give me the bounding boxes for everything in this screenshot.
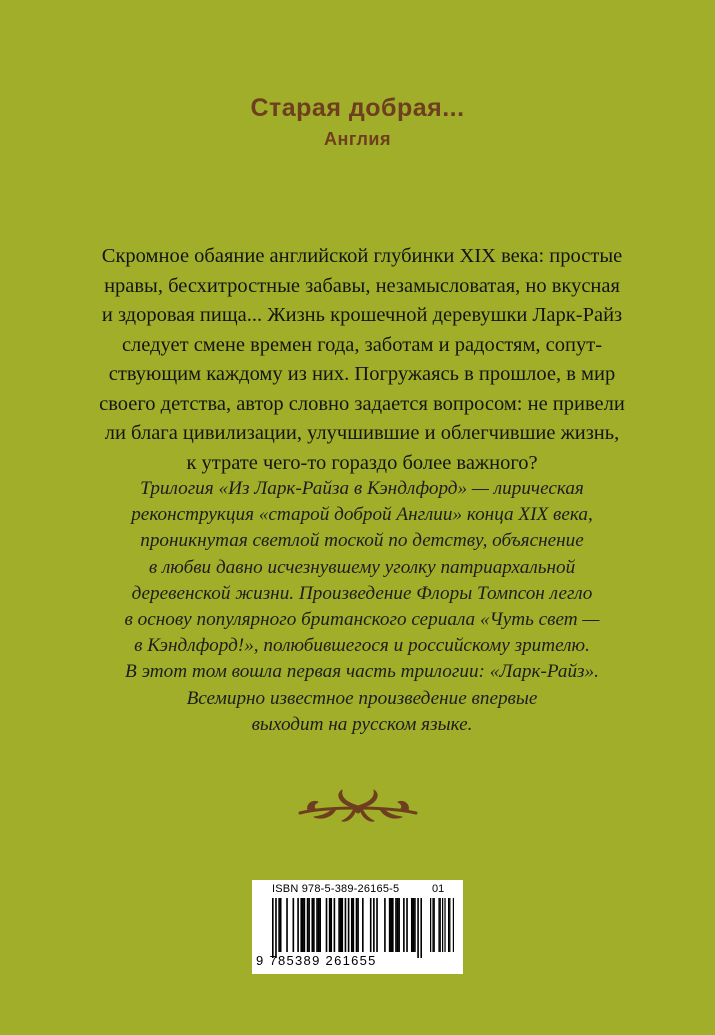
barcode-bar (403, 898, 405, 952)
barcode-bar (348, 898, 350, 952)
barcode-bar (397, 898, 399, 952)
barcode-bar (411, 898, 413, 952)
barcode-bar (453, 898, 454, 952)
barcode-bar (362, 898, 364, 952)
text-line: своего детства, автор словно задается вопросом: не привели (99, 392, 625, 415)
barcode-bar (398, 898, 400, 952)
barcode-bar (353, 898, 355, 952)
barcode-bar (370, 898, 372, 952)
isbn-addon-label: 01 (432, 883, 445, 895)
barcode-bar (297, 898, 299, 952)
barcode-bar (420, 898, 422, 958)
barcode-bar (351, 898, 353, 952)
barcode-bar (389, 898, 391, 952)
barcode-bar (278, 898, 280, 952)
barcode-bar (432, 898, 433, 952)
barcode-bar (434, 898, 435, 952)
barcode-bar (413, 898, 415, 952)
isbn-label: ISBN 978-5-389-26165-5 (272, 883, 400, 895)
barcode-bar (438, 898, 439, 952)
series-title-line1: Старая добрая... (250, 94, 465, 122)
barcode-bar (448, 898, 449, 952)
barcode-bar (444, 898, 445, 952)
text-line: следует смене времен года, заботам и радостям, сопут- (121, 333, 603, 356)
barcode-bar (311, 898, 313, 952)
text-line: к утрате чего-то гораздо более важного? (186, 451, 538, 474)
text-line: нравы, бесхитростные забавы, незамысловатая, но вкусная (104, 274, 620, 297)
text-line: Всемирно известное произведение впервые (186, 687, 538, 709)
barcode-bar (286, 898, 288, 952)
barcode-bar (390, 898, 392, 952)
annotation-paragraph (82, 242, 642, 478)
text-line: В этот том вошла первая часть трилогии: «Ларк-Райз». (125, 661, 599, 683)
barcode-bar (440, 898, 441, 952)
text-line: ли блага цивилизации, улучшившие и облегчившие жизнь, (104, 422, 620, 444)
barcode-bar (308, 898, 310, 952)
barcode-bar (302, 898, 304, 952)
barcode-digits: 9 785389 261655 (256, 953, 377, 968)
barcode-bar (313, 898, 315, 952)
barcode-bar (373, 898, 375, 952)
text-line: в основу популярного британского сериала «Чуть свет — (124, 609, 600, 631)
barcode-bar (300, 898, 302, 952)
text-line: в Кэндлфорд!», полюбившегося и российскому зрителю. (134, 635, 590, 657)
text-line: и здоровая пища... Жизнь крошечной деревушки Ларк-Райз (101, 304, 623, 326)
isbn-barcode (252, 880, 463, 974)
barcode-bar (293, 898, 295, 952)
barcode-bar (376, 898, 378, 952)
text-line: реконструкция «старой доброй Англии» конца XIX века, (131, 504, 593, 526)
barcode-bar (340, 898, 342, 952)
barcode-bar (406, 898, 408, 952)
barcode-bar (417, 898, 419, 958)
barcode-bar (334, 898, 336, 952)
barcode-bar (326, 898, 328, 952)
series-title (0, 93, 715, 151)
barcode-addon-bars (430, 898, 454, 952)
barcode-bar (330, 898, 332, 952)
barcode-bar (442, 898, 443, 952)
barcode-bar (304, 898, 306, 952)
series-title-line2: Англия (324, 129, 391, 149)
text-line: Скромное обаяние английской глубинки XIX века: простые (101, 245, 623, 267)
vine-ornament-icon (296, 786, 420, 826)
barcode-bar (357, 898, 359, 952)
barcode-bar (319, 898, 321, 952)
barcode-bar (449, 898, 450, 952)
barcode-bar (341, 898, 343, 952)
barcode-bar (329, 898, 331, 952)
barcode-bar (356, 898, 358, 952)
barcode-bar (414, 898, 416, 952)
text-line: Трилогия «Из Ларк-Райза в Кэндлфорд» — лирическая (140, 478, 584, 499)
barcode-bar (430, 898, 431, 952)
barcode-bar (384, 898, 386, 952)
barcode-bar (280, 898, 282, 952)
text-line: ствующим каждому из них. Погружаясь в прошлое, в мир (108, 363, 616, 385)
barcode-bars (272, 898, 422, 958)
blurb-paragraph (82, 476, 642, 738)
barcode-bar (316, 898, 318, 952)
barcode-bar (338, 898, 340, 952)
text-line: деревенской жизни. Произведение Флоры Томпсон легло (131, 582, 593, 604)
barcode-bar (275, 898, 277, 958)
text-line: проникнутая светлой тоской по детству, объяснение (140, 530, 584, 552)
barcode-bar (272, 898, 274, 958)
text-line: в любви давно исчезнувшему уголку патриархальной (148, 556, 576, 578)
barcode-bar (307, 898, 309, 952)
barcode-bar (318, 898, 320, 952)
text-line: выходит на русском языке. (251, 713, 473, 735)
barcode-bar (345, 898, 347, 952)
barcode-bar (395, 898, 397, 952)
barcode-bar (392, 898, 394, 952)
